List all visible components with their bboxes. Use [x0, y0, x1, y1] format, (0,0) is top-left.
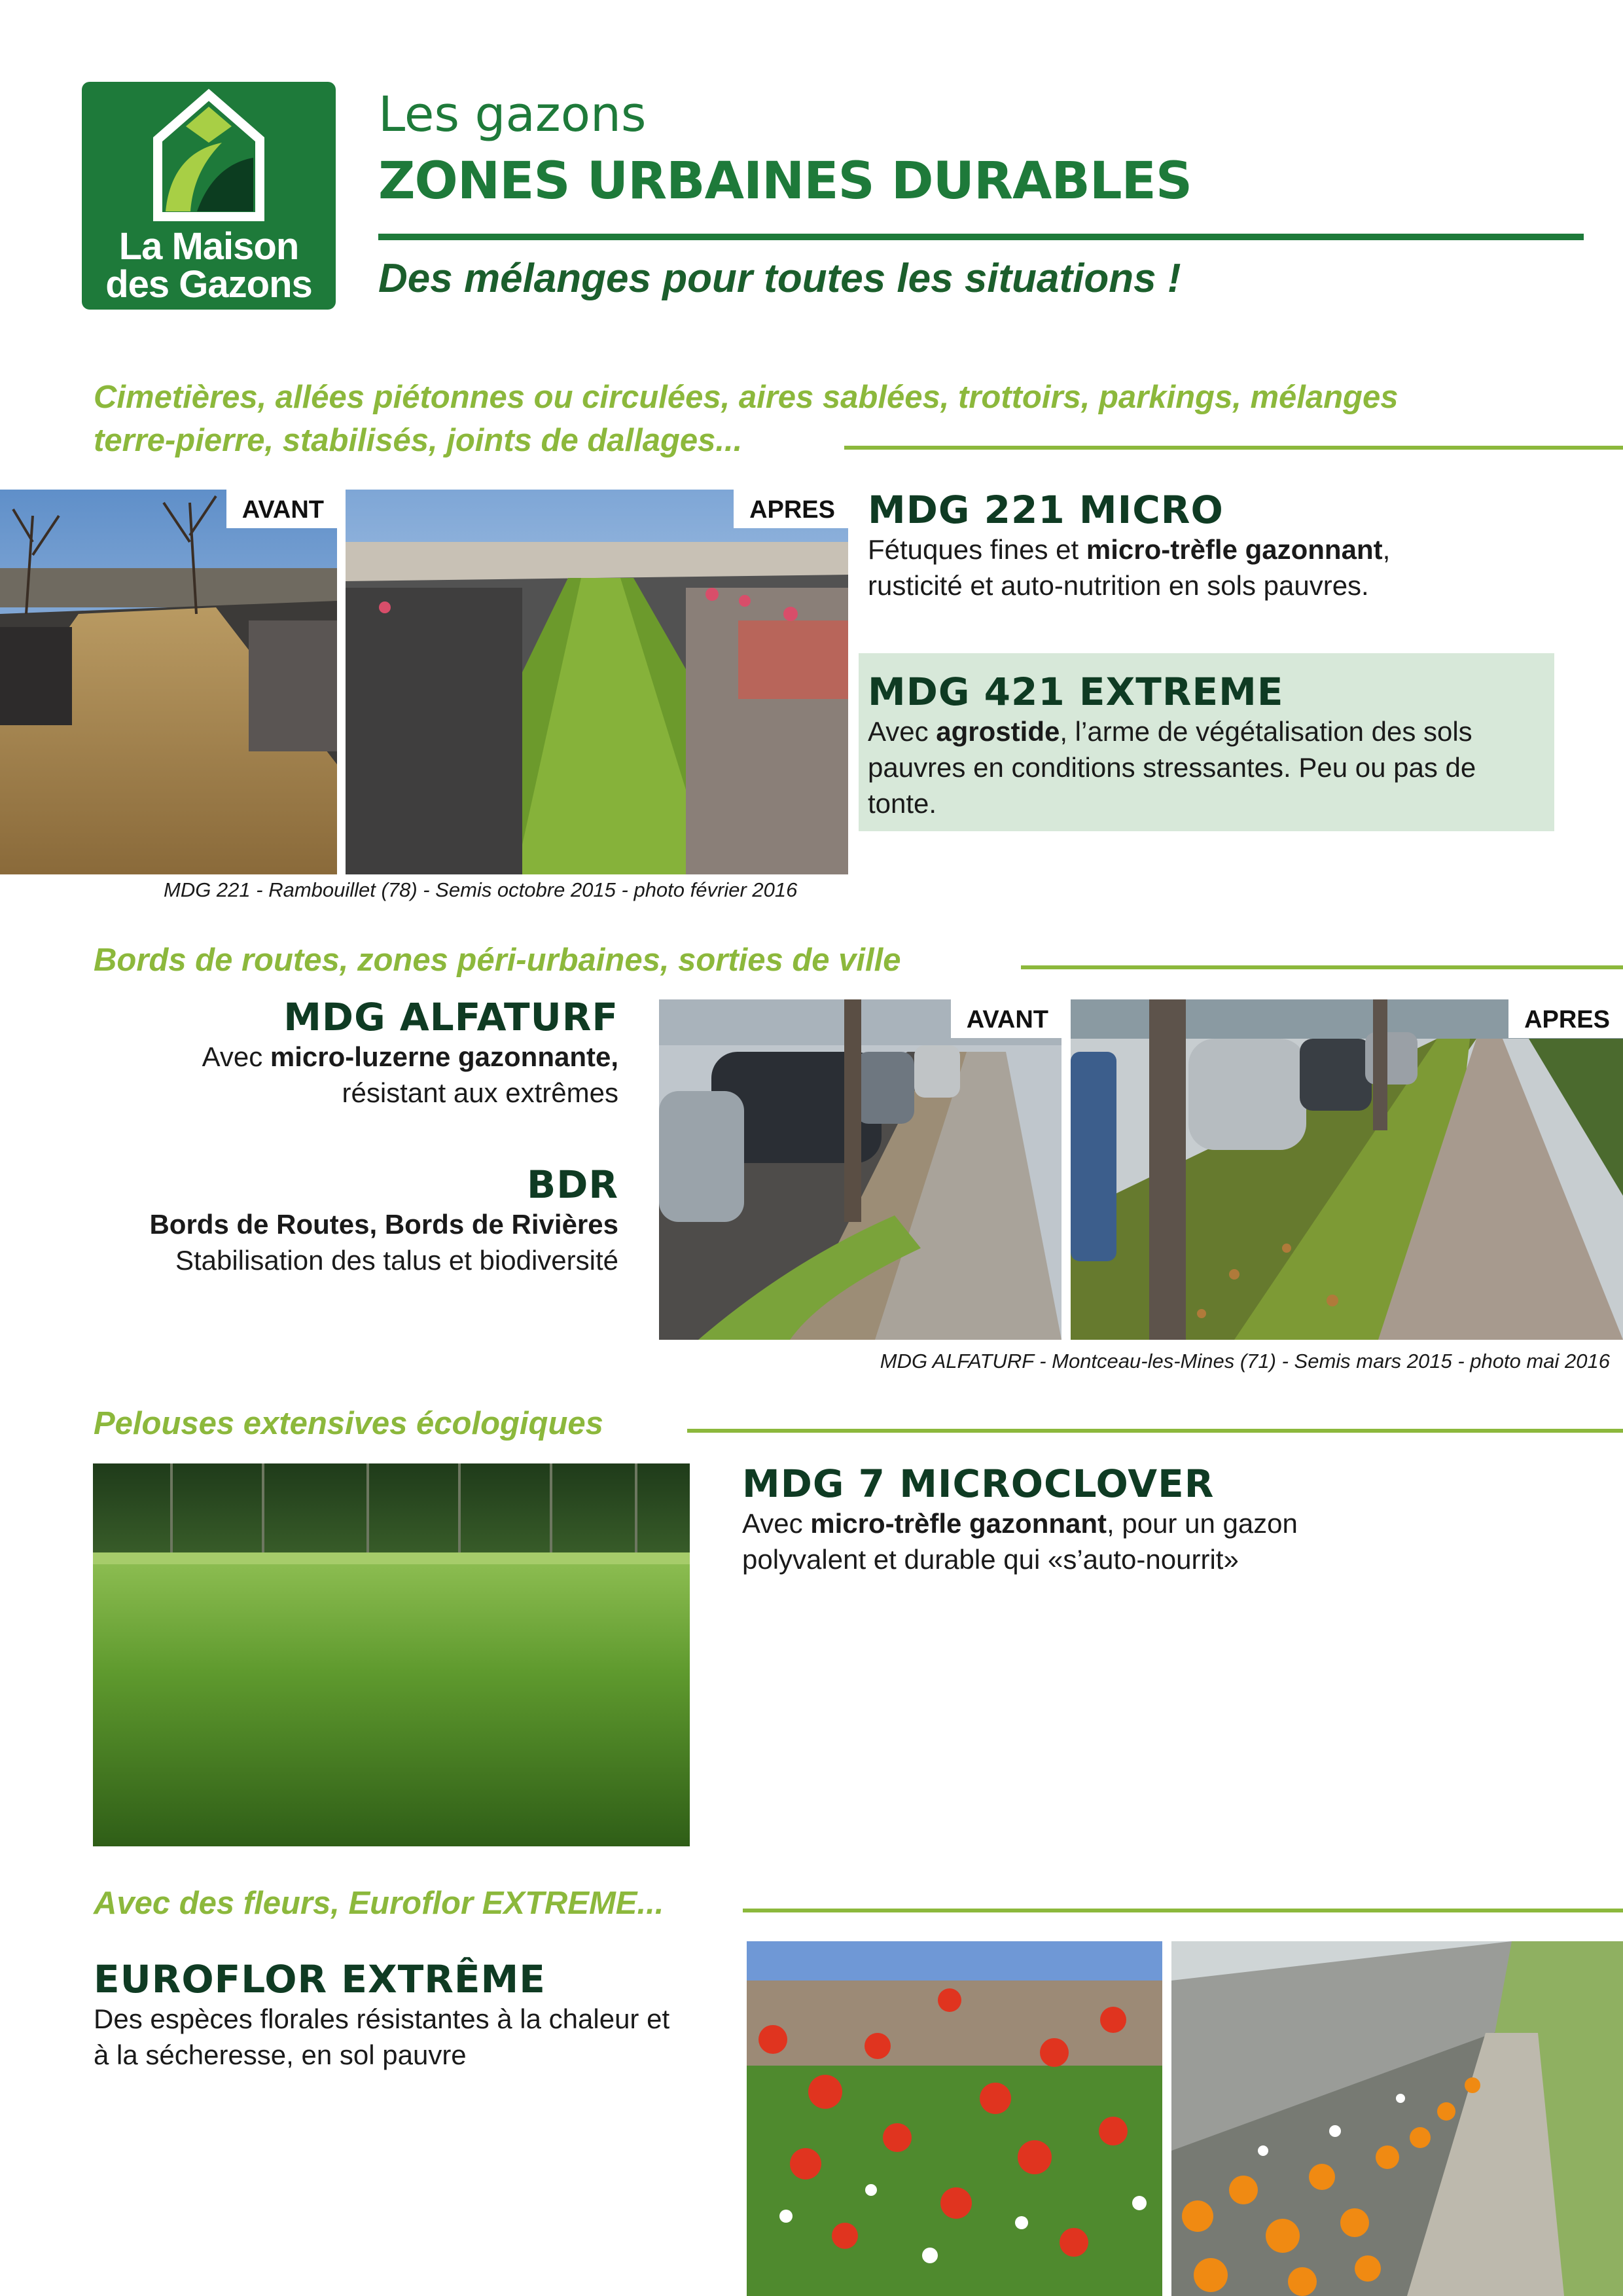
cemetery-before-photo [0, 490, 337, 874]
section2-caption: MDG ALFATURF - Montceau-les-Mines (71) - Semis mars 2015 - photo mai 2016 [880, 1350, 1610, 1372]
section1-divider [844, 446, 1623, 450]
logo-line-2: des Gazons [105, 263, 312, 306]
before-label-1: AVANT [226, 490, 337, 528]
product-microclover-title: MDG 7 MICROCLOVER [742, 1462, 1215, 1506]
section3-heading: Pelouses extensives écologiques [94, 1406, 603, 1441]
logo-line-1: La Maison [118, 225, 299, 268]
section1-caption: MDG 221 - Rambouillet (78) - Semis octobre 2015 - photo février 2016 [164, 878, 798, 901]
header-subtitle: Les gazons [378, 86, 647, 143]
header-tagline: Des mélanges pour toutes les situations ! [378, 256, 1181, 301]
section2-heading: Bords de routes, zones péri-urbaines, sorties de ville [94, 942, 901, 978]
section1-heading-line1: Cimetières, allées piétonnes ou circulées, aires sablées, trottoirs, parkings, mélanges [94, 380, 1399, 415]
section4-heading: Avec des fleurs, Euroflor EXTREME... [94, 1886, 664, 1921]
product-mdg421-desc: Avec agrostide, l’arme de végétalisation des sols pauvres en conditions stressantes. Peu ou pas de tonte. [868, 716, 1476, 819]
header-divider [378, 234, 1584, 240]
product-microclover-desc: Avec micro-trèfle gazonnant, pour un gazon polyvalent et durable qui «s’auto-nourrit» [742, 1508, 1298, 1575]
section2-divider [1021, 965, 1623, 969]
cemetery-after-photo [346, 490, 848, 874]
section4-divider [743, 1909, 1623, 1912]
product-alfaturf-desc: Avec micro-luzerne gazonnante, résistant aux extrêmes [202, 1041, 618, 1108]
street-before-photo [659, 999, 1061, 1340]
after-label-2: APRES [1508, 999, 1623, 1038]
product-euroflor-title: EUROFLOR EXTRÊME [94, 1957, 546, 2001]
lawn-photo [93, 1463, 690, 1846]
poppy-flowers-photo [747, 1941, 1162, 2296]
product-bdr-title: BDR [526, 1162, 618, 1207]
product-alfaturf-title: MDG ALFATURF [283, 995, 618, 1039]
california-poppy-photo [1171, 1941, 1623, 2296]
section3-divider [687, 1429, 1623, 1433]
before-label-2: AVANT [951, 999, 1061, 1038]
section1-heading-line2: terre-pierre, stabilisés, joints de dallages... [94, 423, 743, 458]
product-mdg421-title: MDG 421 EXTREME [868, 670, 1284, 714]
brand-logo [82, 82, 336, 310]
house-leaf-icon [150, 87, 268, 224]
after-label-1: APRES [734, 490, 848, 528]
product-euroflor-desc: Des espèces florales résistantes à la chaleur et à la sécheresse, en sol pauvre [94, 2003, 670, 2070]
product-mdg221-desc: Fétuques fines et micro-trèfle gazonnant, rusticité et auto-nutrition en sols pauvres. [868, 534, 1391, 601]
product-mdg221-title: MDG 221 MICRO [868, 488, 1224, 532]
product-bdr-desc: Bords de Routes, Bords de Rivières Stabilisation des talus et biodiversité [149, 1209, 618, 1276]
street-after-photo [1071, 999, 1623, 1340]
header-title: ZONES URBAINES DURABLES [378, 152, 1192, 211]
